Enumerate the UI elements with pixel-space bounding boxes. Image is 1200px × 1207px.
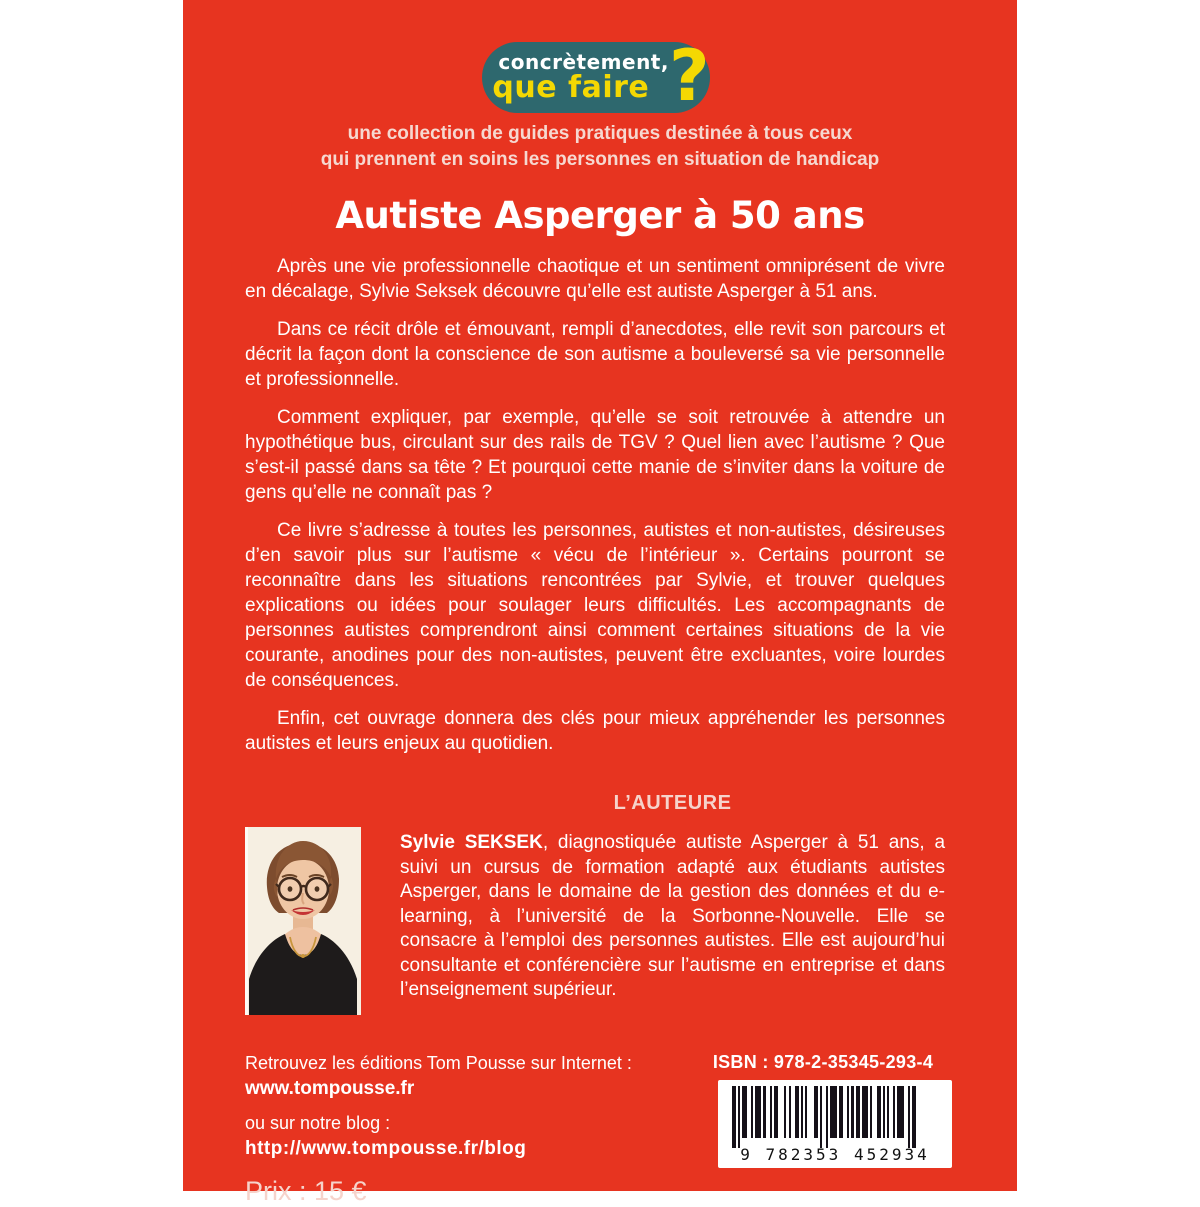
author-bio-text: , diagnostiquée autiste Asperger à 51 ans, a suivi un cursus de formation adapté aux étudiants autistes Asperger, dans le domaine de la gestion des données et du e-learning, à l’université de la Sorbonne-Nouvelle. Elle se consacre à l’emploi des personnes autistes. Elle est aujourd’hui consultante et conférencière sur l’autisme en entreprise et dans l’enseignement supérieur. xyxy=(400,832,946,1000)
isbn-block xyxy=(683,1052,963,1168)
author-photo xyxy=(245,827,361,1015)
collection-subtitle-line1: une collection de guides pratiques destinée à tous ceux xyxy=(347,123,853,144)
book-back-cover xyxy=(183,0,1017,1206)
logo-text xyxy=(492,52,669,103)
author-portrait-illustration xyxy=(245,827,361,1015)
author-bio xyxy=(400,831,945,1015)
synopsis-paragraph-4: Ce livre s’adresse à toutes les personnes, autistes et non-autistes, désireuses d’en savoir plus sur l’autisme « vécu de l’intérieur ». Certains pourront se reconnaître dans les situations rencontrées par Sylvie, et trouver quelques explications ou idées pour soulager leurs difficultés. Les accompagnants de personnes autistes comprendront ainsi comment certaines situations de la vie courante, anodines pour des non-autistes, peuvent être excluantes, voire lourdes de conséquences. xyxy=(245,520,945,691)
publisher-blog-url: http://www.tompousse.fr/blog xyxy=(245,1138,527,1159)
barcode xyxy=(718,1080,952,1168)
synopsis-paragraph-1: Après une vie professionnelle chaotique et un sentiment omniprésent de vivre en décalage, Sylvie Seksek découvre qu’elle est autiste Asperger à 51 ans. xyxy=(245,256,945,302)
logo-line2: que faire xyxy=(492,70,650,105)
collection-logo xyxy=(482,35,710,117)
publisher-website-url: www.tompousse.fr xyxy=(245,1078,415,1099)
price-label: Prix : 15 € xyxy=(245,1176,367,1206)
book-title: Autiste Asperger à 50 ans xyxy=(335,194,865,237)
author-section-heading: L’AUTEURE xyxy=(613,792,732,814)
barcode-digits: 9 782353 452934 xyxy=(740,1145,930,1164)
barcode-bars xyxy=(732,1086,952,1148)
synopsis-paragraph-2: Dans ce récit drôle et émouvant, rempli d’anecdotes, elle revit son parcours et décrit la façon dont la conscience de son autisme a bouleversé sa vie personnelle et professionnelle. xyxy=(245,319,945,390)
question-mark-icon: ? xyxy=(668,35,710,117)
collection-subtitle xyxy=(183,121,1017,173)
author-section xyxy=(245,827,945,1015)
author-name: Sylvie SEKSEK xyxy=(400,832,543,853)
publisher-links xyxy=(245,1051,632,1207)
logo-line1: concrètement, xyxy=(498,50,669,74)
isbn-number: ISBN : 978-2-35345-293-4 xyxy=(712,1052,934,1072)
publisher-blog-label: ou sur notre blog : xyxy=(245,1113,391,1133)
synopsis xyxy=(245,254,945,769)
synopsis-paragraph-5: Enfin, cet ouvrage donnera des clés pour mieux appréhender les personnes autistes et leurs enjeux au quotidien. xyxy=(245,708,945,754)
synopsis-paragraph-3: Comment expliquer, par exemple, qu’elle se soit retrouvée à attendre un hypothétique bus, circulant sur des rails de TGV ? Quel lien avec l’autisme ? Que s’est-il passé dans sa tête ? Et pourquoi cette manie de s’inviter dans la voiture de gens qu’elle ne connaît pas ? xyxy=(245,407,945,503)
publisher-find-us-label: Retrouvez les éditions Tom Pousse sur Internet : xyxy=(245,1053,632,1073)
collection-subtitle-line2: qui prennent en soins les personnes en situation de handicap xyxy=(320,149,880,170)
